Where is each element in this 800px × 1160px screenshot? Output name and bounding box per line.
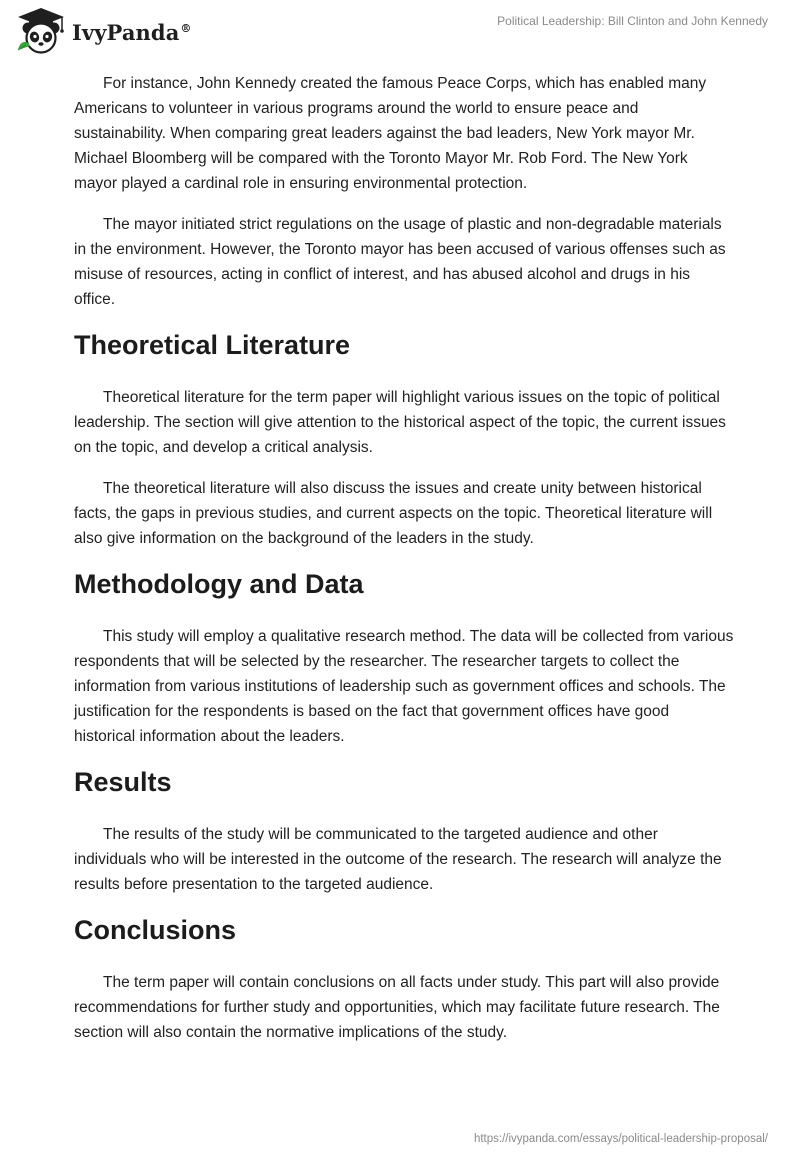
registered-mark: ® bbox=[180, 21, 192, 35]
section-heading-theoretical-literature: Theoretical Literature bbox=[74, 330, 351, 360]
paragraph: The mayor initiated strict regulations on the usage of plastic and non-degradable materials in the environment. However, the Toronto mayor has been accused of various offenses such as misuse of resources, acting in conflict of interest, and has abused alcohol and drugs in his office. bbox=[74, 216, 726, 308]
paragraph: For instance, John Kennedy created the famous Peace Corps, which has enabled many Americans to volunteer in various programs around the world to ensure peace and sustainability. When comparing great leaders against the bad leaders, New York mayor Mr. Michael Bloomberg will be compared with the Toronto Mayor Mr. Rob Ford. The New York mayor played a cardinal role in ensuring environmental protection. bbox=[74, 75, 707, 192]
section-heading-methodology: Methodology and Data bbox=[74, 569, 364, 599]
paragraph: This study will employ a qualitative research method. The data will be collected from various respondents that will be selected by the researcher. The researcher targets to collect the information from various institutions of leadership such as government offices and schools. The justification for the respondents is based on the fact that government offices have good historical information about the leaders. bbox=[74, 628, 734, 745]
paragraph: The term paper will contain conclusions on all facts under study. This part will also provide recommendations for further study and opportunities, which may facilitate future research. The section will also contain the normative implications of the study. bbox=[74, 974, 720, 1041]
paragraph: Theoretical literature for the term paper will highlight various issues on the topic of political leadership. The section will give attention to the historical aspect of the topic, the current issues on the topic, and develop a critical analysis. bbox=[74, 389, 726, 456]
essay-content bbox=[74, 71, 734, 1061]
paragraph: The results of the study will be communicated to the targeted audience and other individuals who will be interested in the outcome of the research. The research will analyze the results before presentation to the targeted audience. bbox=[74, 826, 722, 893]
source-url[interactable]: https://ivypanda.com/essays/political-leadership-proposal/ bbox=[473, 1133, 768, 1145]
section-heading-results: Results bbox=[74, 767, 172, 797]
brand-name: IvyPanda® bbox=[72, 19, 192, 45]
page-header bbox=[0, 0, 800, 62]
paragraph: The theoretical literature will also discuss the issues and create unity between historical facts, the gaps in previous studies, and current aspects on the topic. Theoretical literature will also give information on the background of the leaders in the study. bbox=[74, 480, 713, 547]
document-title: Political Leadership: Bill Clinton and John Kennedy bbox=[497, 14, 768, 28]
brand-logo[interactable] bbox=[14, 6, 192, 56]
panda-graduate-icon bbox=[14, 6, 68, 56]
section-heading-conclusions: Conclusions bbox=[74, 915, 237, 945]
